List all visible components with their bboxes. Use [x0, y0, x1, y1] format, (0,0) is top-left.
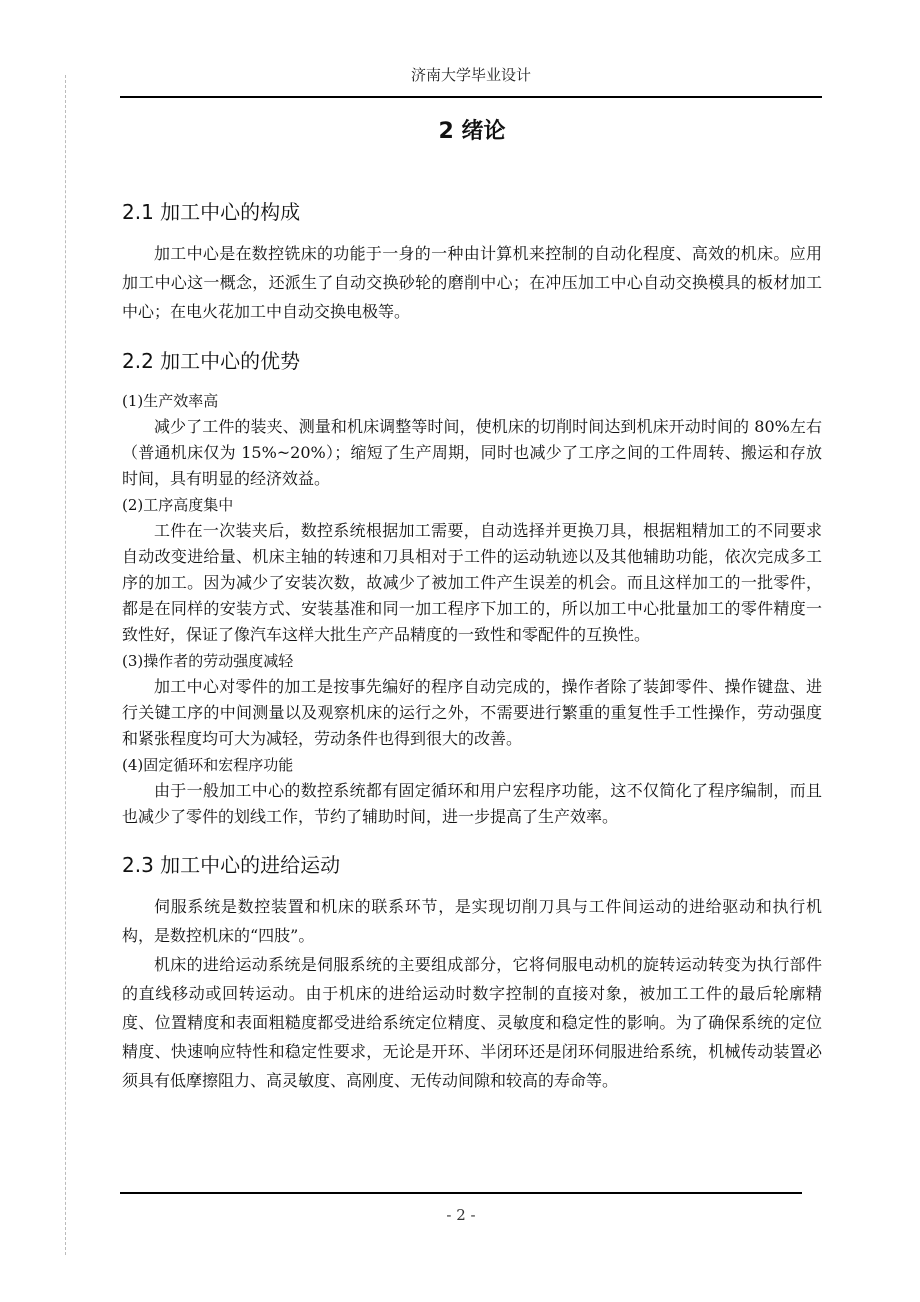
item-heading: (4)固定循环和宏程序功能	[122, 756, 294, 774]
paragraph: 加工中心是在数控铣床的功能于一身的一种由计算机来控制的自动化程度、高效的机床。应用加工中心这一概念，还派生了自动交换砂轮的磨削中心；在冲压加工中心自动交换模具的板材加工中心；在电火花加工中自动交换电极等。	[122, 244, 822, 321]
binding-margin-line	[65, 75, 66, 1255]
header-rule	[120, 96, 822, 98]
footer-rule	[120, 1192, 802, 1194]
item-text: 加工中心对零件的加工是按事先编好的程序自动完成的，操作者除了装卸零件、操作键盘、进行关键工序的中间测量以及观察机床的运行之外，不需要进行繁重的重复性手工性操作，劳动强度和紧张程度均可大为减轻，劳动条件也得到很大的改善。	[122, 677, 822, 748]
item-text: 由于一般加工中心的数控系统都有固定循环和用户宏程序功能，这不仅简化了程序编制，而且也减少了零件的划线工作，节约了辅助时间，进一步提高了生产效率。	[122, 781, 822, 826]
item-text: 工件在一次装夹后，数控系统根据加工需要，自动选择并更换刀具，根据粗精加工的不同要求自动改变进给量、机床主轴的转速和刀具相对于工件的运动轨迹以及其他辅助功能，依次完成多工序的加工。因为减少了安装次数，故减少了被加工件产生误差的机会。而且这样加工的一批零件，都是在同样的安装方式、安装基准和同一加工程序下加工的，所以加工中心批量加工的零件精度一致性好，保证了像汽车这样大批生产产品精度的一致性和零配件的互换性。	[122, 521, 822, 644]
item-heading: (2)工序高度集中	[122, 496, 234, 514]
section-2-2	[122, 346, 822, 830]
running-header: 济南大学毕业设计	[410, 66, 531, 84]
section-title: 2.3 加工中心的进给运动	[122, 853, 341, 877]
chapter-title: 2 绪论	[438, 119, 506, 144]
page-content	[122, 108, 822, 1095]
section-title: 2.2 加工中心的优势	[122, 349, 301, 373]
page-number: - 2 -	[446, 1206, 476, 1224]
section-2-1	[122, 197, 822, 326]
paragraph: 机床的进给运动系统是伺服系统的主要组成部分，它将伺服电动机的旋转运动转变为执行部件的直线移动或回转运动。由于机床的进给运动时数字控制的直接对象，被加工工件的最后轮廓精度、位置精度和表面粗糙度都受进给系统定位精度、灵敏度和稳定性的影响。为了确保系统的定位精度、快速响应特性和稳定性要求，无论是开环、半闭环还是闭环伺服进给系统，机械传动装置必须具有低摩擦阻力、高灵敏度、高刚度、无传动间隙和较高的寿命等。	[122, 955, 822, 1090]
paragraph: 伺服系统是数控装置和机床的联系环节，是实现切削刀具与工件间运动的进给驱动和执行机构，是数控机床的“四肢”。	[122, 897, 822, 945]
section-title: 2.1 加工中心的构成	[122, 200, 301, 224]
item-heading: (1)生产效率高	[122, 392, 219, 410]
item-heading: (3)操作者的劳动强度减轻	[122, 652, 294, 670]
section-2-3	[122, 850, 822, 1095]
item-text: 减少了工件的装夹、测量和机床调整等时间，使机床的切削时间达到机床开动时间的 80%左右（普通机床仅为 15%~20%）；缩短了生产周期，同时也减少了工序之间的工件周转、搬运和存放时间，具有明显的经济效益。	[122, 417, 822, 488]
